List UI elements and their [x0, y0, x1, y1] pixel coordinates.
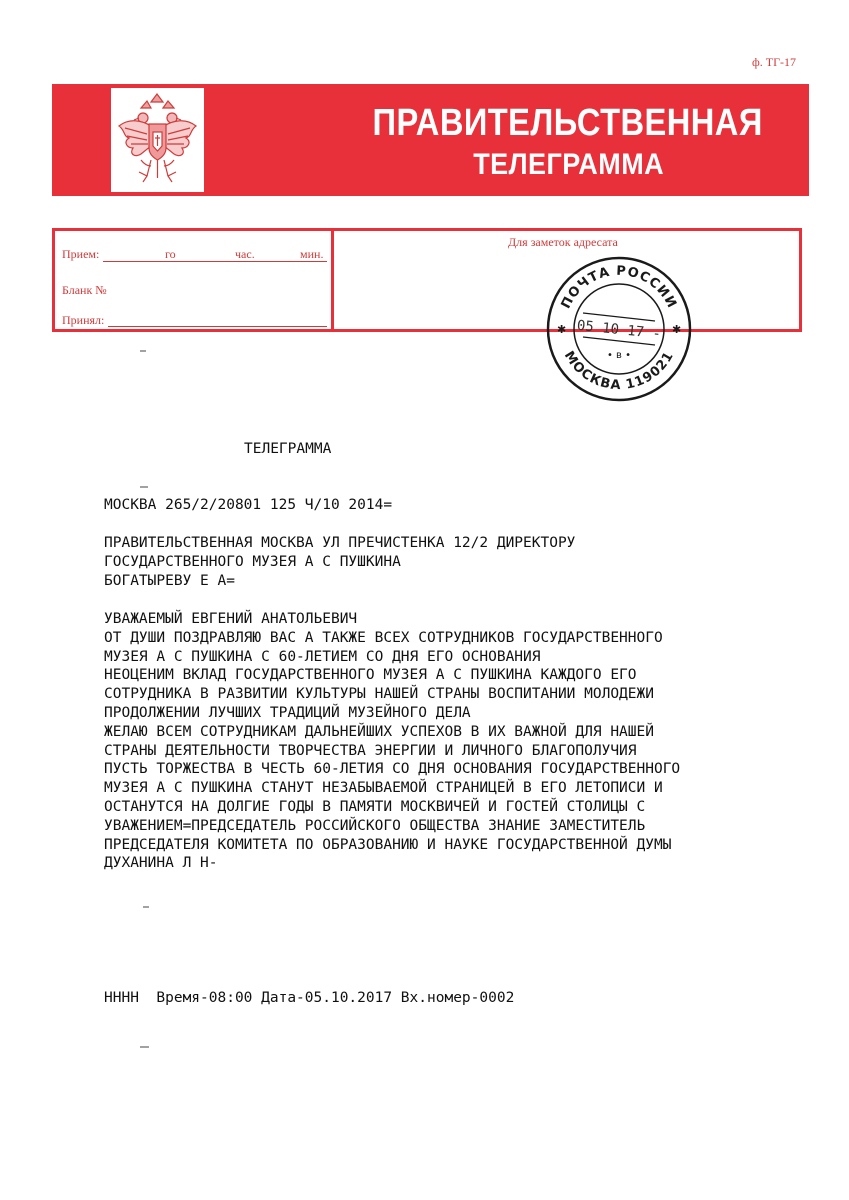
- text-line: ОСТАНУТСЯ НА ДОЛГИЕ ГОДЫ В ПАМЯТИ МОСКВИЧЕЙ И ГОСТЕЙ СТОЛИЦЫ С: [104, 799, 646, 815]
- text-line: ПРАВИТЕЛЬСТВЕННАЯ МОСКВА УЛ ПРЕЧИСТЕНКА 12/2 ДИРЕКТОРУ: [104, 535, 576, 551]
- text-line: ПРОДОЛЖЕНИИ ЛУЧШИХ ТРАДИЦИЙ МУЗЕЙНОГО ДЕЛА: [104, 705, 471, 721]
- banner-title: ПРАВИТЕЛЬСТВЕННАЯ: [372, 102, 763, 144]
- form-code: ф. ТГ-17: [752, 55, 797, 69]
- reception-fields: [55, 231, 334, 329]
- text-line: ПУСТЬ ТОРЖЕСТВА В ЧЕСТЬ 60-ЛЕТИЯ СО ДНЯ ОСНОВАНИЯ ГОСУДАРСТВЕННОГО: [104, 761, 681, 778]
- text-line: СТРАНЫ ДЕЯТЕЛЬНОСТИ ТВОРЧЕСТВА ЭНЕРГИИ И ЛИЧНОГО БЛАГОПОЛУЧИЯ: [104, 742, 637, 759]
- scan-speck: [140, 350, 146, 352]
- text-line: УВАЖЕНИЕМ=ПРЕДСЕДАТЕЛЬ РОССИЙСКОГО ОБЩЕСТВА ЗНАНИЕ ЗАМЕСТИТЕЛЬ: [104, 817, 646, 834]
- text-line: ДУХАНИНА Л Н-: [104, 855, 218, 872]
- text-line: ОТ ДУШИ ПОЗДРАВЛЯЮ ВАС А ТАКЖЕ ВСЕХ СОТРУДНИКОВ ГОСУДАРСТВЕННОГО: [104, 629, 663, 646]
- postmark-date: 05 10 17 -: [576, 317, 662, 343]
- priem-underline: [103, 261, 327, 262]
- scan-speck: [143, 906, 149, 908]
- postmark-top-text: ПОЧТА РОССИИ: [558, 263, 680, 312]
- priem-label: Прием:: [62, 247, 100, 261]
- postmark-center-mark: • в •: [606, 350, 632, 361]
- postmark-star-right-icon: ✱: [672, 323, 682, 336]
- service-line: МОСКВА 265/2/20801 125 Ч/10 2014=: [104, 497, 393, 513]
- blank-label: Бланк №: [62, 283, 107, 297]
- prinyal-label: Принял:: [62, 313, 105, 327]
- text-line: МУЗЕЯ А С ПУШКИНА СТАНУТ НЕЗАБЫВАЕМОЙ СТРАНИЦЕЙ В ЕГО ЛЕТОПИСИ И: [104, 780, 663, 797]
- scan-speck: [140, 486, 148, 488]
- prinyal-underline: [108, 326, 327, 327]
- text-line: МУЗЕЯ А С ПУШКИНА С 60-ЛЕТИЕМ СО ДНЯ ЕГО ОСНОВАНИЯ: [104, 648, 541, 665]
- text-line: ГОСУДАРСТВЕННОГО МУЗЕЯ А С ПУШКИНА: [104, 553, 401, 570]
- banner-subtitle: ТЕЛЕГРАММА: [473, 148, 664, 181]
- text-line: ПРЕДСЕДАТЕЛЯ КОМИТЕТА ПО ОБРАЗОВАНИЮ И НАУКЕ ГОСУДАРСТВЕННОЙ ДУМЫ: [104, 836, 672, 853]
- scan-speck: [140, 1046, 149, 1048]
- chas-label: час.: [235, 247, 255, 261]
- double-headed-eagle-emblem-icon: [111, 88, 204, 192]
- footer-line: НННН Время-08:00 Дата-05.10.2017 Вх.номер-0002: [104, 990, 515, 1006]
- header-banner: [52, 84, 809, 196]
- text-line: БОГАТЫРЕВУ Е А=: [104, 572, 235, 589]
- min-label: мин.: [300, 247, 324, 261]
- text-line: НЕОЦЕНИМ ВКЛАД ГОСУДАРСТВЕННОГО МУЗЕЯ А С ПУШКИНА КАЖДОГО ЕГО: [104, 667, 637, 684]
- text-line: УВАЖАЕМЫЙ ЕВГЕНИЙ АНАТОЛЬЕВИЧ: [104, 611, 358, 627]
- notes-label: Для заметок адресата: [508, 235, 618, 249]
- go-label: го: [165, 247, 176, 261]
- text-line: ЖЕЛАЮ ВСЕМ СОТРУДНИКАМ ДАЛЬНЕЙШИХ УСПЕХОВ В ИХ ВАЖНОЙ ДЛЯ НАШЕЙ: [104, 723, 654, 740]
- postmark-stamp: [545, 255, 693, 403]
- postmark-star-left-icon: ✱: [557, 323, 567, 336]
- telegram-heading: ТЕЛЕГРАММА: [244, 441, 332, 457]
- text-line: СОТРУДНИКА В РАЗВИТИИ КУЛЬТУРЫ НАШЕЙ СТРАНЫ ВОСПИТАНИИ МОЛОДЕЖИ: [104, 686, 654, 703]
- postmark-bottom-text: МОСКВА 119021: [560, 348, 678, 394]
